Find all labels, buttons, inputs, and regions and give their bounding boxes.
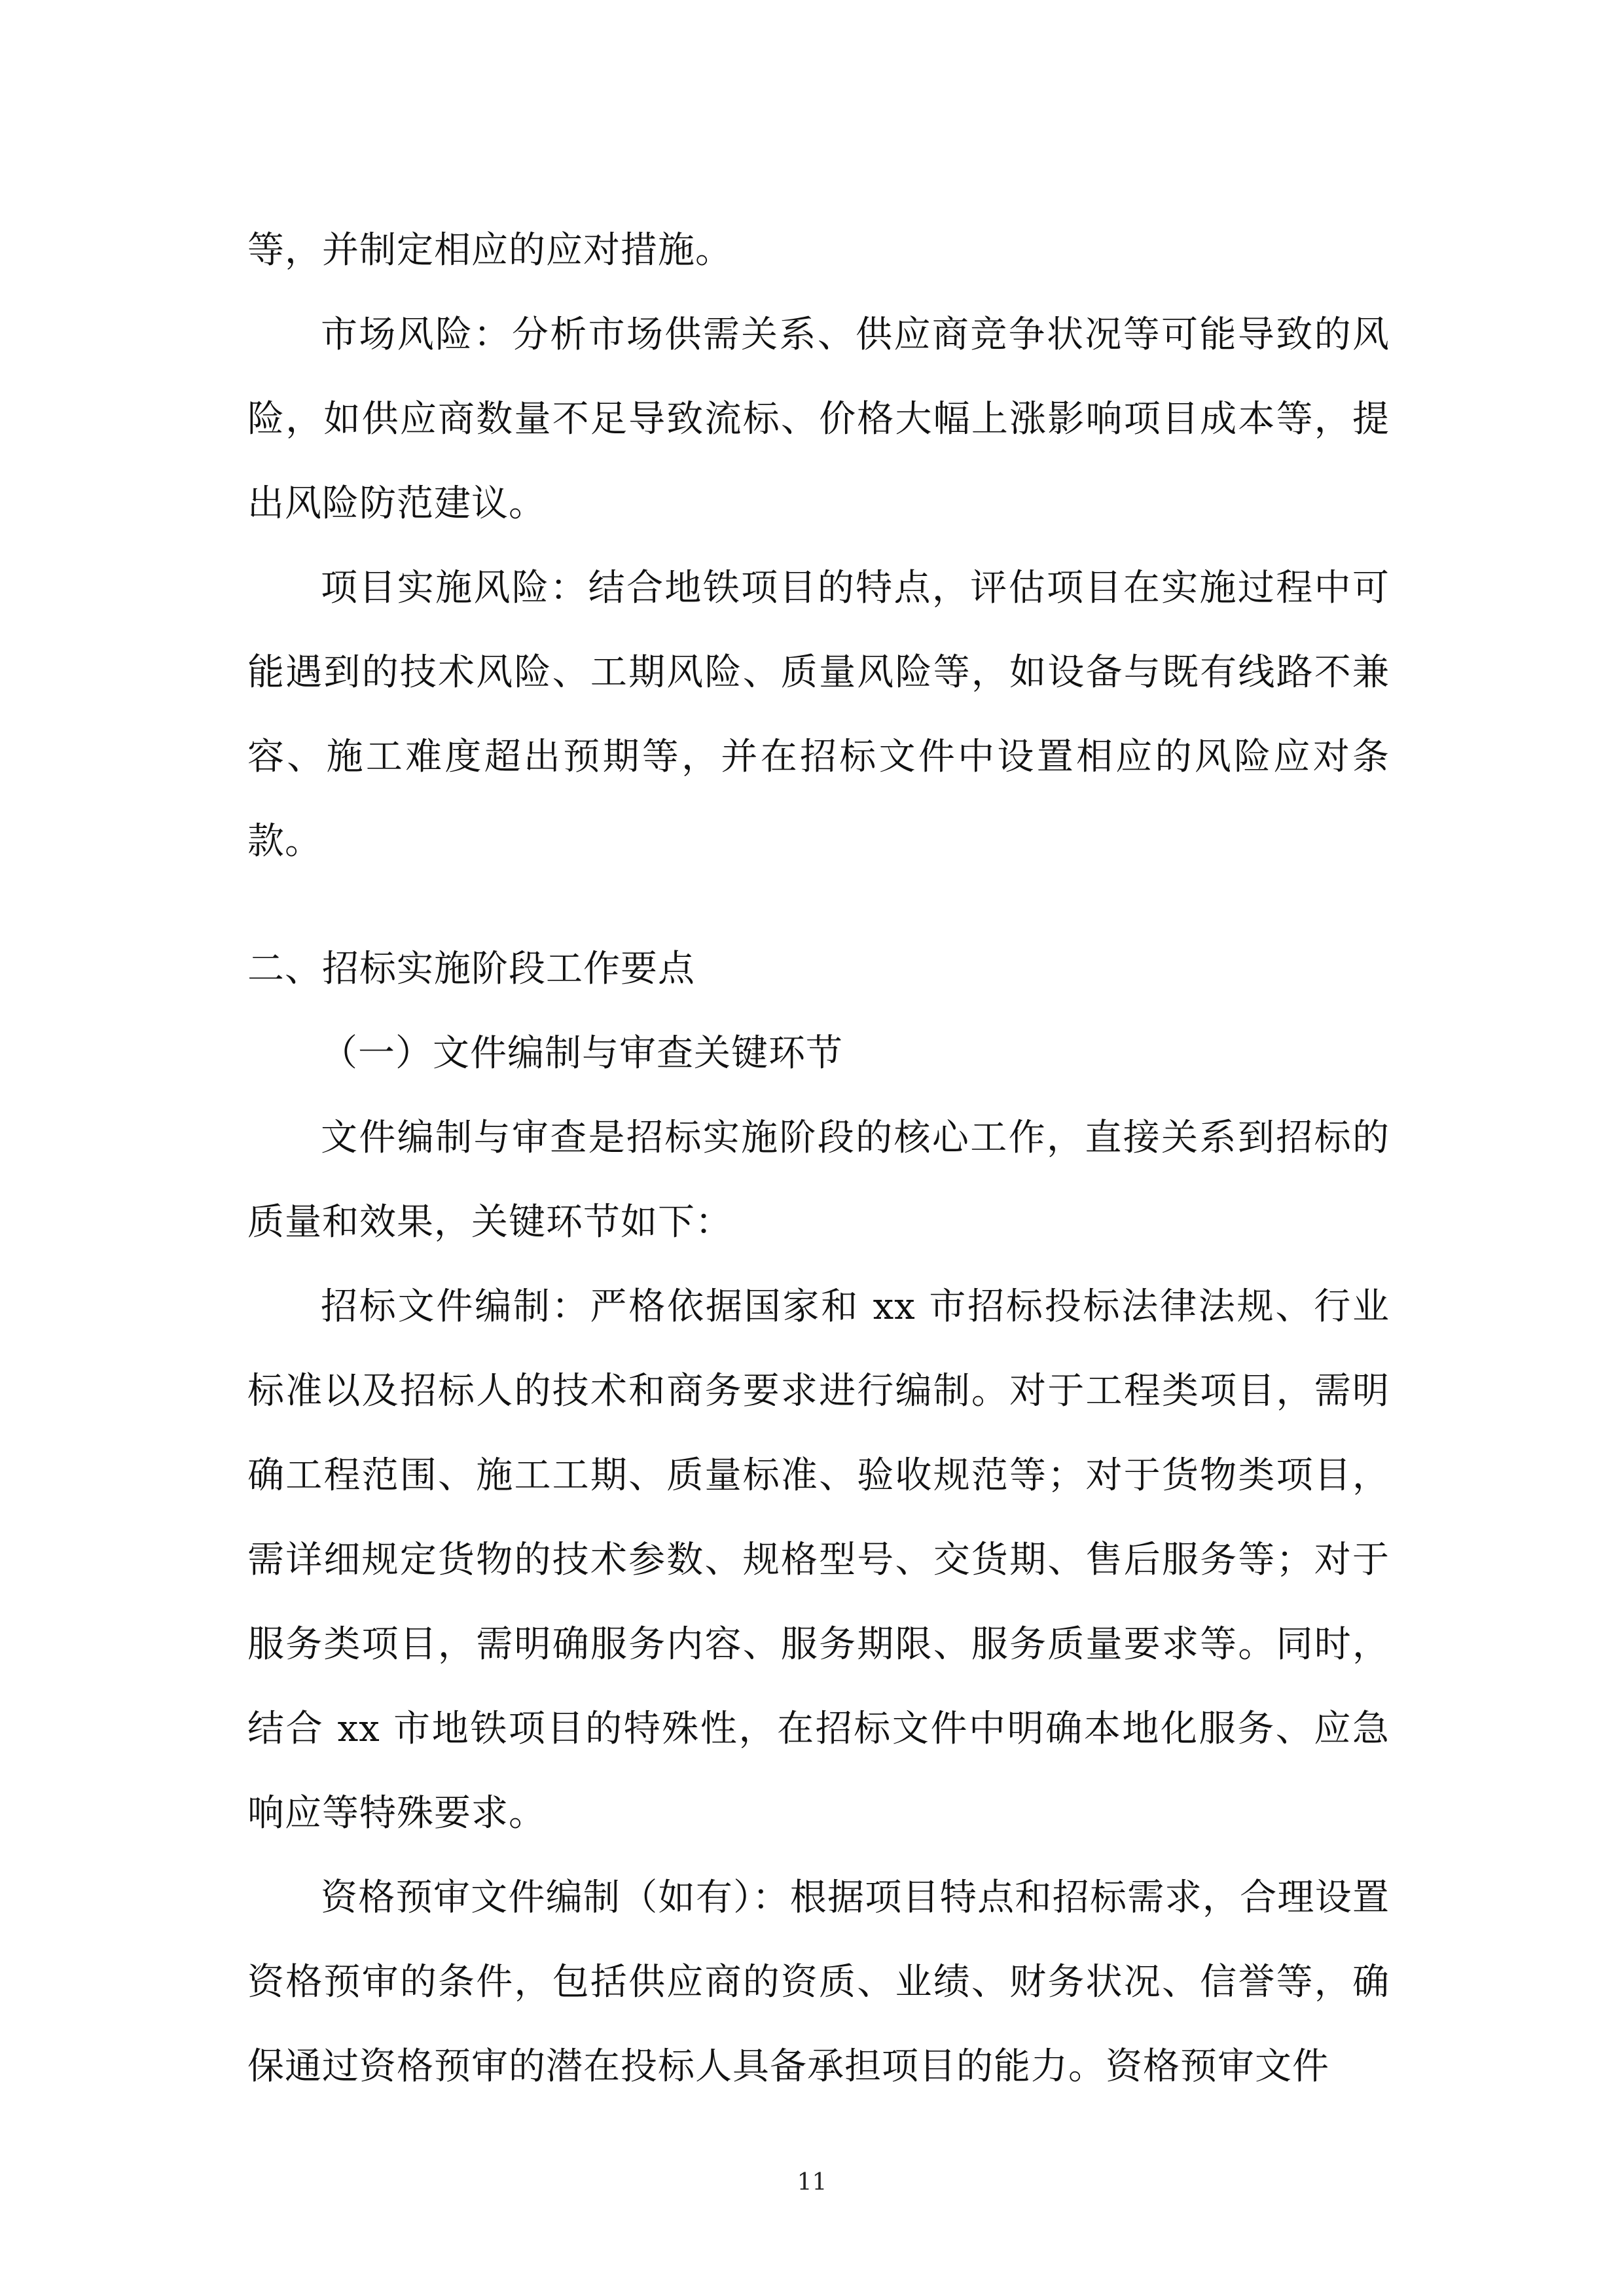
body-paragraph: 文件编制与审查是招标实施阶段的核心工作，直接关系到招标的质量和效果，关键环节如下：: [247, 1117, 1390, 1244]
body-paragraph: 市场风险：分析市场供需关系、供应商竞争状况等可能导致的风险，如供应商数量不足导致流标、价格大幅上涨影响项目成本等，提出风险防范建议。: [247, 314, 1390, 525]
subsection-heading: （一）文件编制与审查关键环节: [321, 1032, 843, 1075]
body-paragraph: 招标文件编制：严格依据国家和 xx 市招标投标法律法规、行业标准以及招标人的技术和商务要求进行编制。对于工程类项目，需明确工程范围、施工工期、质量标准、验收规范等；对于货物类项目，需详细规定货物的技术参数、规格型号、交货期、售后服务等；对于服务类项目，需明确服务内容、服务期限、服务质量要求等。同时，结合 xx 市地铁项目的特殊性，在招标文件中明确本地化服务、应急响应等特殊要求。: [247, 1285, 1390, 1835]
page-number: 11: [797, 2169, 827, 2196]
paragraph-group-risk: [247, 208, 1390, 884]
body-paragraph: 项目实施风险：结合地铁项目的特点，评估项目在实施过程中可能遇到的技术风险、工期风险、质量风险等，如设备与既有线路不兼容、施工难度超出预期等，并在招标文件中设置相应的风险应对条款。: [247, 567, 1390, 863]
page-content: [247, 208, 1390, 2109]
body-paragraph: 等，并制定相应的应对措施。: [247, 229, 732, 272]
paragraph-group-document-preparation: [247, 1096, 1390, 2109]
section-heading: 二、招标实施阶段工作要点: [247, 948, 695, 990]
body-paragraph: 资格预审文件编制（如有）：根据项目特点和招标需求，合理设置资格预审的条件，包括供应商的资质、业绩、财务状况、信誉等，确保通过资格预审的潜在投标人具备承担项目的能力。资格预审文件: [247, 1876, 1390, 2088]
